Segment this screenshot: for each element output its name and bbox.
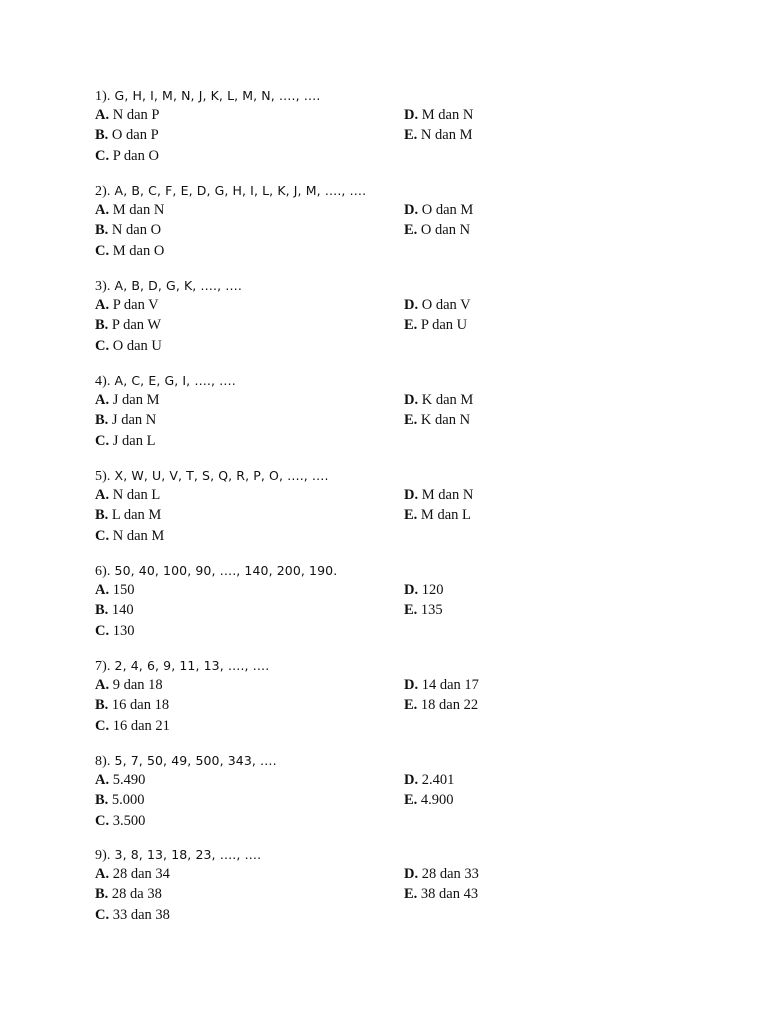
option-text: 2.401: [421, 772, 455, 788]
option-label: C.: [95, 433, 110, 449]
option-text: 5.000: [111, 792, 145, 808]
option-text: 120: [421, 582, 444, 598]
option-a: [95, 581, 134, 599]
option-label: B.: [95, 697, 109, 713]
question-sequence: X, W, U, V, T, S, Q, R, P, O, …., ….: [114, 468, 329, 483]
option-text: 150: [112, 582, 135, 598]
option-label: E.: [404, 697, 418, 713]
option-text: J dan L: [112, 433, 156, 449]
option-c: [95, 906, 170, 924]
question-sequence: 2, 4, 6, 9, 11, 13, …., ….: [114, 658, 270, 673]
option-label: A.: [95, 202, 110, 218]
option-label: B.: [95, 222, 109, 238]
option-c: [95, 527, 164, 545]
option-label: A.: [95, 487, 110, 503]
option-label: E.: [404, 886, 418, 902]
option-label: D.: [404, 582, 419, 598]
question-number: 4).: [95, 374, 111, 389]
option-text: 135: [420, 602, 443, 618]
question-stem: [95, 372, 236, 391]
option-text: J dan N: [111, 412, 157, 428]
option-label: D.: [404, 677, 419, 693]
option-text: 18 dan 22: [420, 697, 479, 713]
option-label: E.: [404, 222, 418, 238]
option-b: [95, 696, 169, 714]
option-label: B.: [95, 602, 109, 618]
option-label: A.: [95, 297, 110, 313]
option-label: B.: [95, 412, 109, 428]
option-b: [95, 506, 161, 524]
option-text: N dan M: [420, 127, 473, 143]
question-number: 9).: [95, 848, 111, 863]
option-b: [95, 601, 134, 619]
option-text: O dan V: [421, 297, 471, 313]
option-e: [404, 791, 454, 809]
question-sequence: G, H, I, M, N, J, K, L, M, N, …., ….: [114, 88, 321, 103]
option-text: K dan N: [420, 412, 471, 428]
option-label: D.: [404, 202, 419, 218]
option-label: E.: [404, 412, 418, 428]
option-text: 33 dan 38: [112, 907, 170, 923]
option-text: N dan L: [112, 487, 161, 503]
question-1: [0, 87, 768, 167]
question-3: [0, 277, 768, 357]
option-e: [404, 696, 478, 714]
option-label: C.: [95, 623, 110, 639]
option-e: [404, 316, 467, 334]
option-c: [95, 337, 162, 355]
option-e: [404, 601, 443, 619]
option-d: [404, 581, 443, 599]
option-b: [95, 126, 159, 144]
option-e: [404, 126, 472, 144]
option-label: B.: [95, 507, 109, 523]
question-number: 2).: [95, 184, 111, 199]
option-e: [404, 221, 470, 239]
option-e: [404, 885, 478, 903]
option-text: 4.900: [420, 792, 454, 808]
question-number: 5).: [95, 469, 111, 484]
option-d: [404, 296, 471, 314]
option-label: A.: [95, 866, 110, 882]
option-label: E.: [404, 507, 418, 523]
option-text: 130: [112, 623, 135, 639]
option-text: M dan L: [420, 507, 471, 523]
option-c: [95, 812, 145, 830]
question-number: 8).: [95, 754, 111, 769]
question-stem: [95, 182, 366, 201]
question-sequence: A, B, D, G, K, …., ….: [114, 278, 242, 293]
option-a: [95, 865, 170, 883]
option-text: M dan N: [421, 487, 474, 503]
question-sequence: A, B, C, F, E, D, G, H, I, L, K, J, M, …., ….: [114, 183, 367, 198]
option-a: [95, 391, 159, 409]
option-d: [404, 865, 479, 883]
question-sequence: 3, 8, 13, 18, 23, …., ….: [114, 847, 262, 862]
option-d: [404, 106, 473, 124]
option-text: 28 dan 34: [112, 866, 170, 882]
option-text: 9 dan 18: [112, 677, 163, 693]
option-text: 16 dan 21: [112, 718, 170, 734]
option-label: D.: [404, 107, 419, 123]
option-text: P dan W: [111, 317, 162, 333]
option-e: [404, 506, 471, 524]
option-label: B.: [95, 127, 109, 143]
option-text: N dan P: [112, 107, 160, 123]
question-8: [0, 752, 768, 832]
option-text: N dan O: [111, 222, 162, 238]
option-b: [95, 411, 156, 429]
option-text: M dan N: [112, 202, 165, 218]
option-a: [95, 771, 145, 789]
option-text: L dan M: [111, 507, 162, 523]
option-text: 14 dan 17: [421, 677, 479, 693]
option-c: [95, 432, 155, 450]
option-text: N dan M: [112, 528, 165, 544]
option-c: [95, 717, 170, 735]
option-d: [404, 771, 454, 789]
question-stem: [95, 846, 261, 865]
question-stem: [95, 657, 269, 676]
option-c: [95, 147, 159, 165]
question-sequence: 50, 40, 100, 90, …., 140, 200, 190.: [114, 563, 338, 578]
option-label: C.: [95, 243, 110, 259]
option-b: [95, 221, 161, 239]
option-text: O dan U: [112, 338, 162, 354]
option-label: B.: [95, 792, 109, 808]
option-label: A.: [95, 582, 110, 598]
option-label: D.: [404, 297, 419, 313]
question-stem: [95, 277, 242, 296]
question-number: 7).: [95, 659, 111, 674]
option-label: C.: [95, 148, 110, 164]
option-label: D.: [404, 866, 419, 882]
option-label: E.: [404, 317, 418, 333]
option-label: E.: [404, 792, 418, 808]
question-7: [0, 657, 768, 737]
question-number: 3).: [95, 279, 111, 294]
option-text: O dan M: [421, 202, 474, 218]
option-text: P dan U: [420, 317, 468, 333]
option-e: [404, 411, 470, 429]
option-a: [95, 486, 160, 504]
option-label: C.: [95, 338, 110, 354]
option-label: C.: [95, 528, 110, 544]
question-stem: [95, 562, 337, 581]
option-text: 28 dan 33: [421, 866, 479, 882]
option-d: [404, 391, 473, 409]
option-label: A.: [95, 107, 110, 123]
question-stem: [95, 752, 277, 771]
option-text: M dan N: [421, 107, 474, 123]
question-5: [0, 467, 768, 547]
question-stem: [95, 87, 320, 106]
option-text: K dan M: [421, 392, 474, 408]
option-d: [404, 486, 473, 504]
question-2: [0, 182, 768, 262]
option-d: [404, 676, 479, 694]
option-label: E.: [404, 602, 418, 618]
option-c: [95, 622, 134, 640]
option-text: 140: [111, 602, 134, 618]
option-text: 3.500: [112, 813, 146, 829]
option-label: E.: [404, 127, 418, 143]
question-stem: [95, 467, 329, 486]
question-sequence: 5, 7, 50, 49, 500, 343, ….: [114, 753, 277, 768]
question-number: 6).: [95, 564, 111, 579]
option-text: 38 dan 43: [420, 886, 479, 902]
option-d: [404, 201, 473, 219]
option-label: B.: [95, 317, 109, 333]
option-a: [95, 296, 159, 314]
option-c: [95, 242, 164, 260]
question-4: [0, 372, 768, 452]
option-a: [95, 201, 164, 219]
option-text: M dan O: [112, 243, 165, 259]
option-text: O dan N: [420, 222, 471, 238]
option-text: O dan P: [111, 127, 159, 143]
option-label: A.: [95, 677, 110, 693]
option-label: A.: [95, 772, 110, 788]
option-a: [95, 676, 163, 694]
option-b: [95, 316, 161, 334]
option-text: 28 da 38: [111, 886, 162, 902]
option-label: C.: [95, 813, 110, 829]
option-label: D.: [404, 487, 419, 503]
option-a: [95, 106, 159, 124]
question-9: [0, 846, 768, 926]
question-6: [0, 562, 768, 642]
option-label: D.: [404, 772, 419, 788]
option-b: [95, 791, 145, 809]
question-sequence: A, C, E, G, I, …., ….: [114, 373, 236, 388]
option-label: C.: [95, 907, 110, 923]
option-text: J dan M: [112, 392, 160, 408]
option-text: 16 dan 18: [111, 697, 170, 713]
option-label: B.: [95, 886, 109, 902]
option-label: C.: [95, 718, 110, 734]
question-number: 1).: [95, 89, 111, 104]
option-text: P dan V: [112, 297, 159, 313]
option-b: [95, 885, 162, 903]
option-label: A.: [95, 392, 110, 408]
option-text: 5.490: [112, 772, 146, 788]
option-text: P dan O: [112, 148, 159, 164]
option-label: D.: [404, 392, 419, 408]
